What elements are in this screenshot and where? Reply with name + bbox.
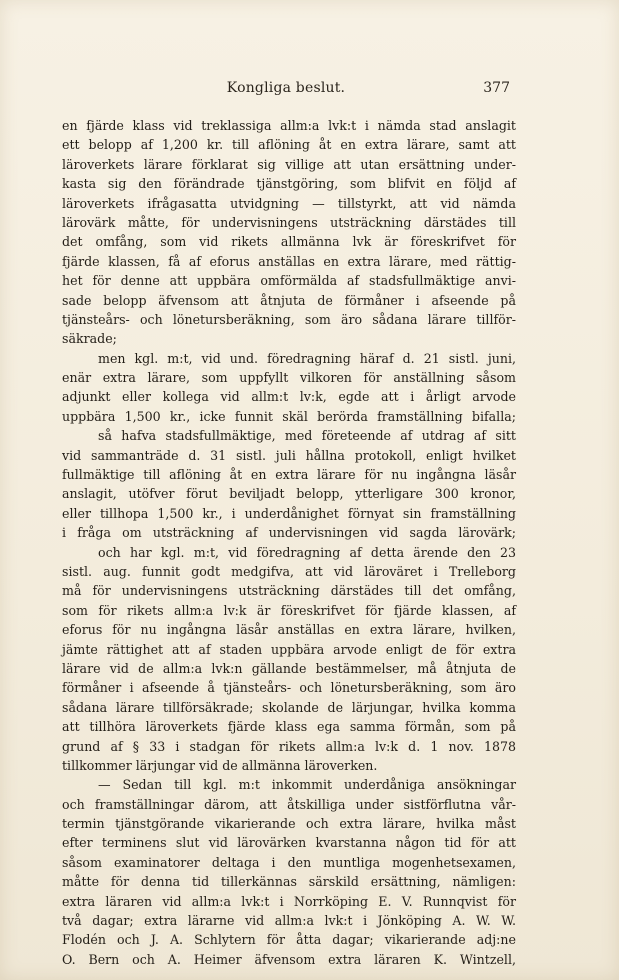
- text-line: måtte för denna tid tillerkännas särskild ersättning, nämligen:: [62, 874, 516, 890]
- body-text: [62, 116, 516, 969]
- text-line: fullmäktige till aflöning åt en extra lärare för nu ingångna läsår: [62, 467, 516, 483]
- text-line: må för undervisningens utsträckning därstädes till det omfång,: [62, 583, 516, 599]
- text-line: en fjärde klass vid treklassiga allm:a lvk:t i nämda stad anslagit: [62, 118, 516, 133]
- page-number: 377: [483, 80, 510, 96]
- text-line: i fråga om utsträckning af undervisningen vid sagda lärovärk;: [62, 525, 516, 541]
- text-line: det omfång, som vid rikets allmänna lvk är föreskrifvet för: [62, 234, 516, 250]
- text-line: men kgl. m:t, vid und. föredragning häraf d. 21 sistl. juni,: [98, 350, 516, 366]
- text-line: ett belopp af 1,200 kr. till aflöning åt en extra lärare, samt att: [62, 137, 516, 153]
- text-line: uppbära 1,500 kr., icke funnit skäl berörda framställning bifalla;: [62, 408, 516, 424]
- text-line: så hafva stadsfullmäktige, med företeende af utdrag af sitt: [98, 428, 516, 444]
- text-line: som för rikets allm:a lv:k är föreskrifvet för fjärde klassen, af: [62, 602, 516, 618]
- text-line: Flodén och J. A. Schlytern för åtta dagar; vikarierande adj:ne: [62, 932, 516, 948]
- text-line: att tillhöra läroverkets fjärde klass ega samma förmån, som på: [62, 719, 516, 735]
- text-line: O. Bern och A. Heimer äfvensom extra läraren K. Wintzell,: [62, 951, 516, 967]
- text-line: het för denne att uppbära omförmälda af stadsfullmäktige anvi-: [62, 273, 516, 289]
- text-line: sistl. aug. funnit godt medgifva, att vid läroväret i Trelleborg: [62, 563, 516, 579]
- text-line: — Sedan till kgl. m:t inkommit underdåniga ansökningar: [98, 777, 516, 793]
- text-line: sade belopp äfvensom att åtnjuta de förmåner i afseende på: [62, 292, 516, 308]
- text-line: vid sammanträde d. 31 sistl. juli hållna protokoll, enligt hvilket: [62, 447, 516, 463]
- text-line: lärovärk måtte, för undervisningens utsträckning därstädes till: [62, 214, 516, 230]
- text-line: läroverkets lärare förklarat sig villige att utan ersättning under-: [62, 156, 516, 172]
- text-line: anslagit, utöfver förut beviljadt belopp, ytterligare 300 kronor,: [62, 486, 516, 502]
- text-line: lärare vid de allm:a lvk:n gällande bestämmelser, må åtnjuta de: [62, 660, 516, 676]
- text-line: extra läraren vid allm:a lvk:t i Norrköping E. V. Runnqvist för: [62, 893, 516, 909]
- text-line: eforus för nu ingångna läsår anställas en extra lärare, hvilken,: [62, 622, 516, 638]
- text-line: adjunkt eller kollega vid allm:t lv:k, egde att i årligt arvode: [62, 389, 516, 405]
- text-line: tillkommer lärjungar vid de allmänna läroverken.: [62, 757, 378, 773]
- text-line: termin tjänstgörande vikarierande och extra lärare, hvilka måst: [62, 816, 516, 832]
- text-line: tjänsteårs- och lönetursberäkning, som äro sådana lärare tillför-: [62, 311, 516, 327]
- running-title: Kongliga beslut.: [226, 80, 346, 96]
- page-header: [62, 78, 510, 102]
- text-line: och framställningar därom, att åtskilliga under sistförflutna vår-: [62, 796, 516, 812]
- text-line: såsom examinatorer deltaga i den muntliga mogenhetsexamen,: [62, 854, 516, 870]
- text-line: eller tillhopa 1,500 kr., i underdånighet förnyat sin framställning: [62, 505, 516, 521]
- text-line: säkrade;: [62, 331, 117, 347]
- text-line: jämte rättighet att af staden uppbära arvode enligt de för extra: [62, 641, 516, 657]
- text-line: kasta sig den förändrade tjänstgöring, som blifvit en följd af: [62, 176, 516, 192]
- text-line: förmåner i afseende å tjänsteårs- och lönetursberäkning, som äro: [62, 680, 516, 696]
- text-line: sådana lärare tillförsäkrade; skolande de lärjungar, hvilka komma: [62, 699, 516, 715]
- text-line: fjärde klassen, få af eforus anställas en extra lärare, med rättig-: [62, 253, 516, 269]
- text-line: två dagar; extra lärarne vid allm:a lvk:t i Jönköping A. W. W.: [62, 913, 516, 929]
- text-line: läroverkets ifrågasatta utvidgning — tillstyrkt, att vid nämda: [62, 195, 516, 211]
- text-line: enär extra lärare, som uppfyllt vilkoren för anställning såsom: [62, 370, 516, 386]
- text-line: och har kgl. m:t, vid föredragning af detta ärende den 23: [98, 544, 516, 560]
- text-line: efter terminens slut vid lärovärken kvarstanna någon tid för att: [62, 835, 516, 851]
- text-line: grund af § 33 i stadgan för rikets allm:a lv:k d. 1 nov. 1878: [62, 738, 516, 754]
